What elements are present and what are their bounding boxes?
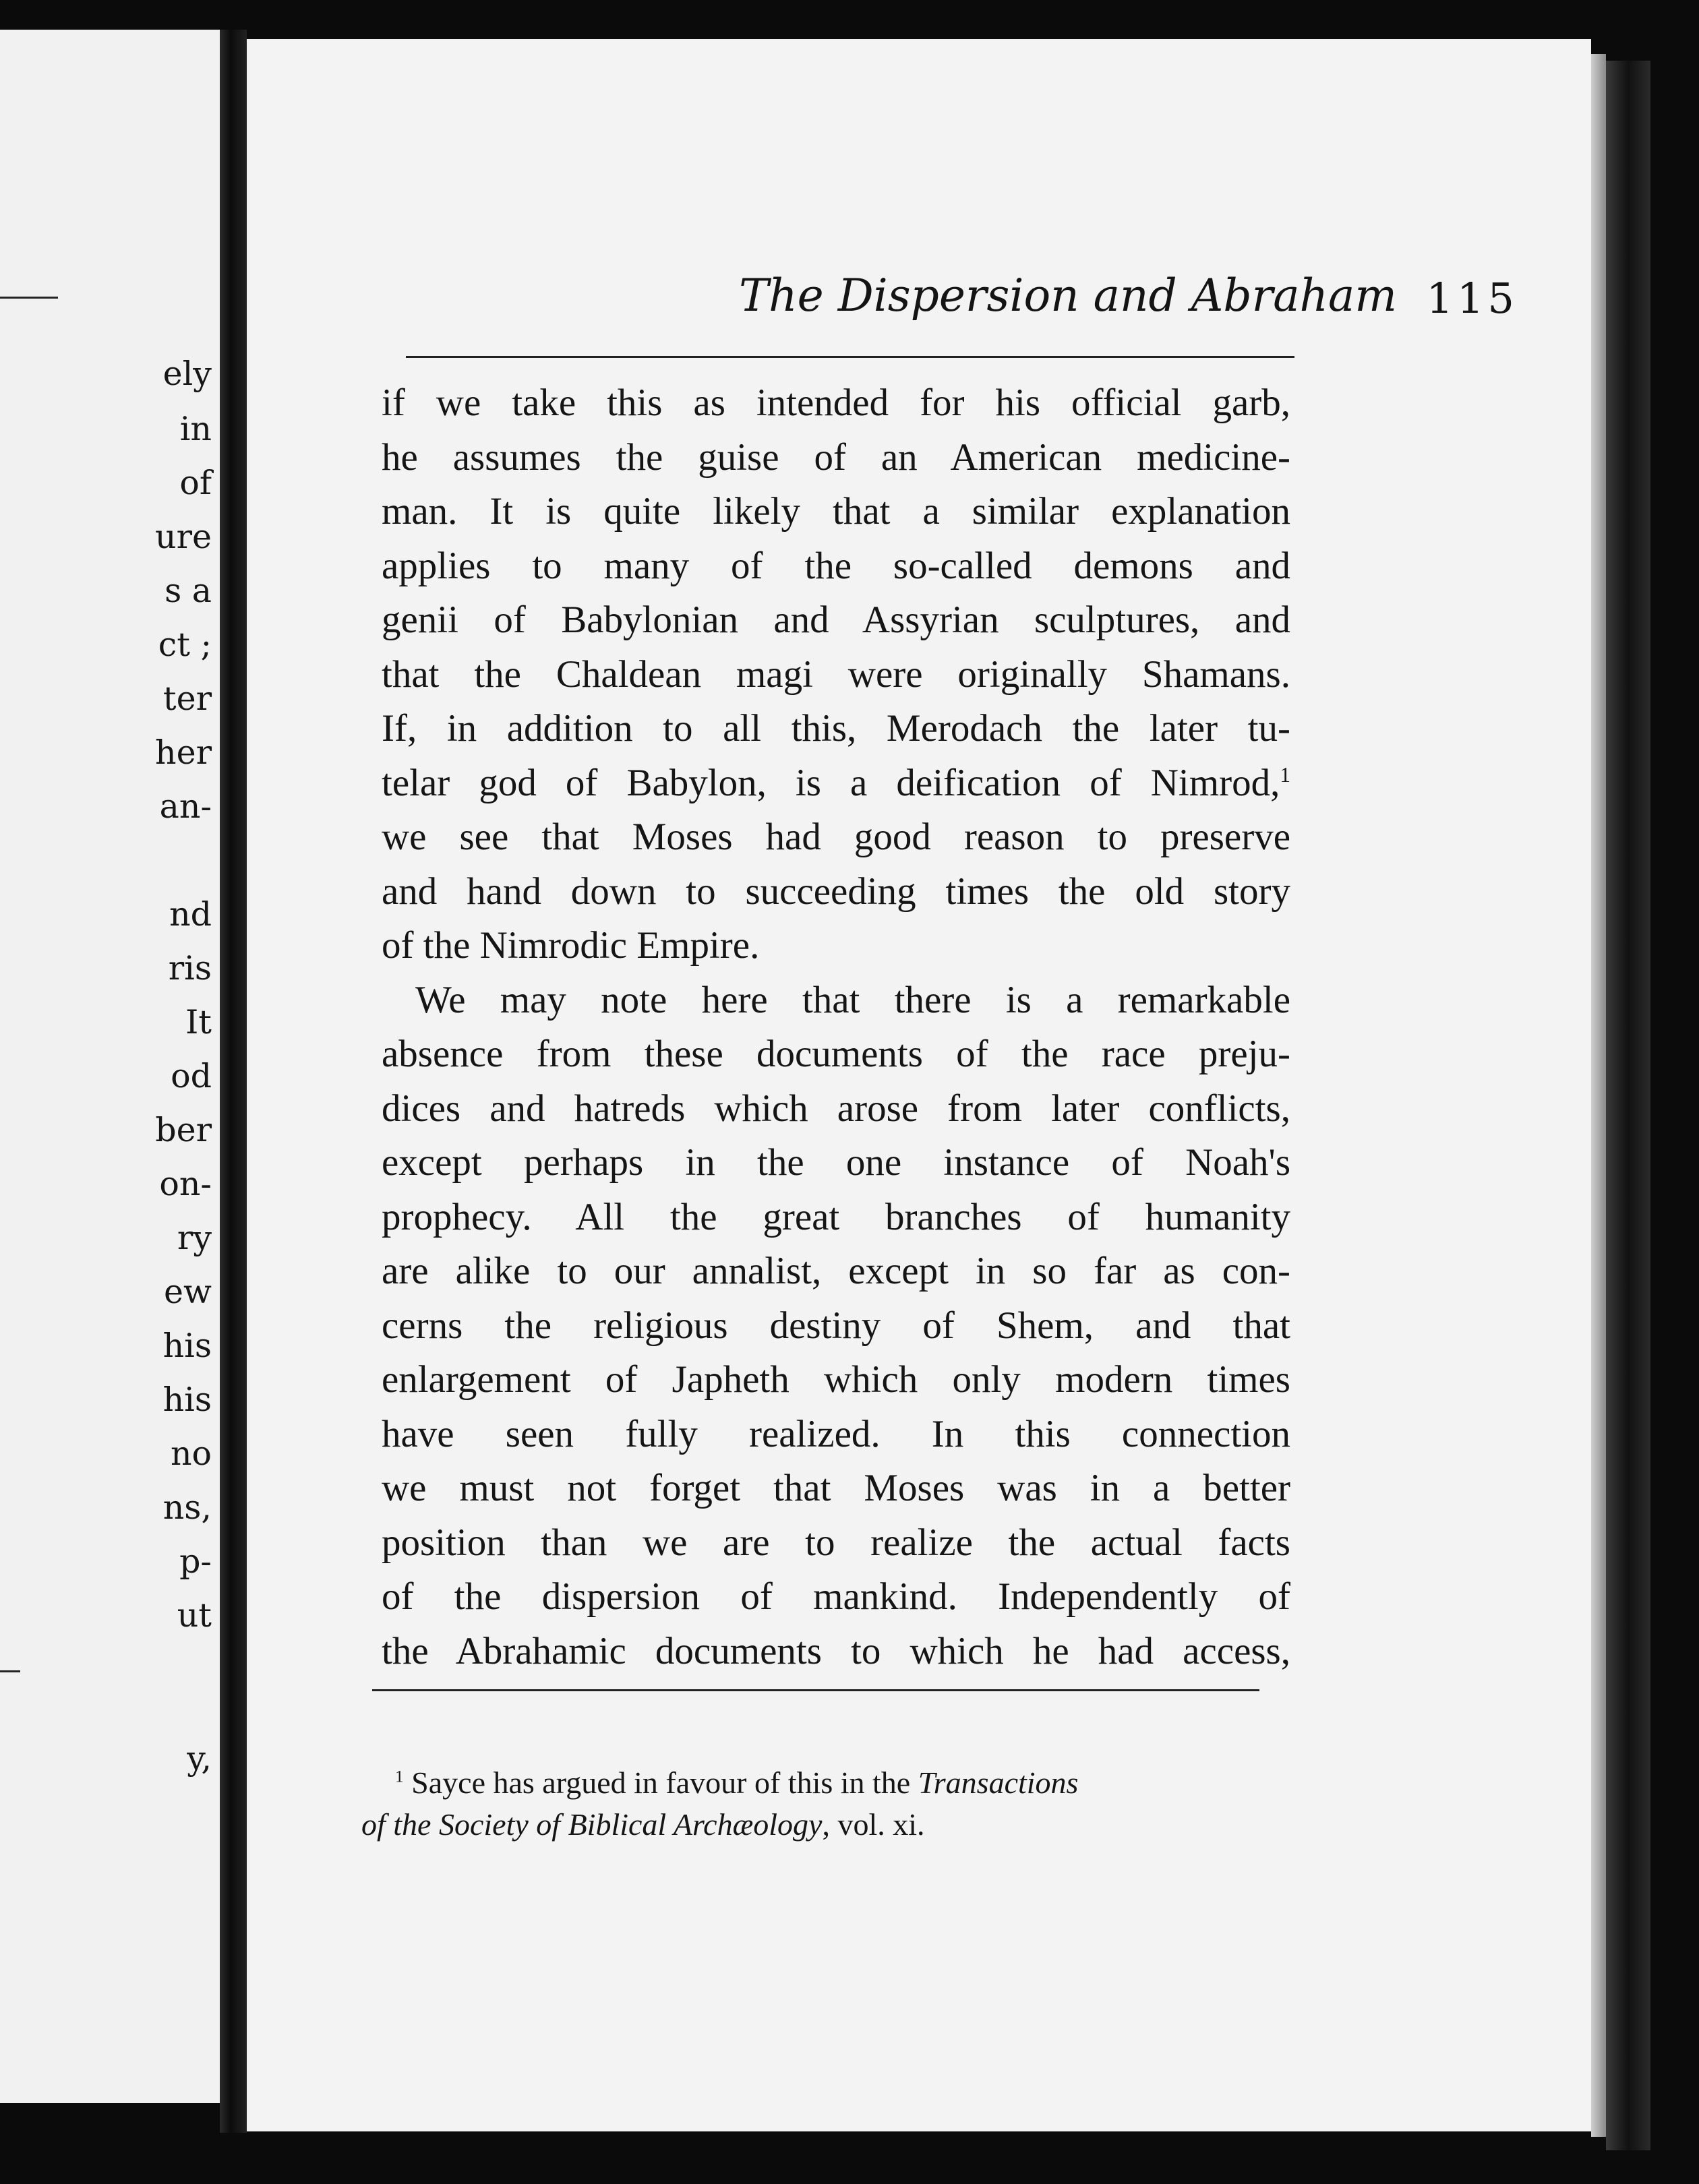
left-page-fragment: ely [162,355,212,393]
left-page-fragment: p- [179,1542,212,1581]
text-line: We may note here that there is a remarkable [415,978,1290,1021]
text-line: applies to many of the so-called demons and [382,544,1290,587]
footnote-marker: 1 [395,1767,404,1786]
footnote-rule [372,1689,1259,1691]
left-page-fragment: ter [162,679,212,718]
footnote [361,1762,1258,1846]
text-line: enlargement of Japheth which only modern times [382,1358,1290,1401]
page-number: 115 [1426,274,1518,323]
left-page-fragment: ut [177,1596,212,1635]
text-line: prophecy. All the great branches of humanity [382,1195,1290,1238]
paragraph-2 [382,973,1290,1679]
text-line: position than we are to realize the actual facts [382,1521,1290,1564]
left-page-fragment: in [179,410,212,448]
running-title: The Dispersion and Abraham [739,270,1397,322]
left-page-fragment: on- [159,1165,212,1203]
text-line: of the Nimrodic Empire. [382,924,760,967]
left-page-fragment: ns, [162,1488,212,1527]
footnote-reference: 1 [1280,762,1290,787]
left-page-fragment: ry [177,1219,212,1257]
left-page-fragment: y, [187,1739,212,1778]
text-line: absence from these documents of the race preju- [382,1033,1290,1075]
left-page-fragment: his [162,1327,212,1365]
text-line-with-footnote-ref [382,756,1290,811]
left-page-footnote-rule [0,1670,20,1672]
left-page-header-rule [0,297,58,299]
text-line: and hand down to succeeding times the old story [382,870,1290,913]
page-edge [1591,54,1606,2137]
footnote-line-2 [361,1804,1258,1846]
text-line: dices and hatreds which arose from later conflicts, [382,1087,1290,1130]
text-line: he assumes the guise of an American medicine- [382,435,1290,479]
left-page-fragment: of [179,464,212,502]
left-page-fragment: ris [168,949,212,988]
left-page-fragment: ct ; [158,626,212,664]
text-line: we see that Moses had good reason to preserve [382,816,1290,858]
body-text [382,376,1290,1678]
left-facing-page [0,30,220,2103]
text-line: we must not forget that Moses was in a better [382,1467,1290,1509]
text-line: genii of Babylonian and Assyrian sculptures, and [382,599,1290,641]
left-page-fragment: his [162,1381,212,1419]
left-page-fragment: no [170,1434,212,1473]
left-page-fragment: ber [155,1111,212,1149]
book-gutter [220,30,247,2133]
text-line: of the dispersion of mankind. Independently of [382,1575,1290,1618]
footnote-text: Sayce has argued in favour of this in the [411,1765,911,1800]
left-page-fragment: ew [164,1273,212,1311]
left-page-fragment: It [185,1003,212,1041]
text-line: cerns the religious destiny of Shem, and that [382,1304,1290,1347]
text-line: have seen fully realized. In this connection [382,1412,1290,1455]
header-rule [406,356,1294,358]
footnote-text: , vol. xi. [822,1807,925,1842]
book-page [247,39,1591,2131]
text-line: If, in addition to all this, Merodach the later tu- [382,707,1290,750]
left-page-fragment: her [155,733,212,772]
footnote-italic-title: Transactions [918,1765,1079,1800]
left-page-fragment: ure [155,518,212,556]
footnote-italic-title: of the Society of Biblical Archæology [361,1807,823,1842]
text-line: telar god of Babylon, is a deification of Nimrod, [382,761,1280,804]
left-page-fragment: an- [159,787,212,826]
left-page-fragment: nd [169,895,212,934]
book-cover-edge [1606,61,1650,2150]
left-page-fragment: od [171,1057,212,1095]
text-line: man. It is quite likely that a similar explanation [382,490,1290,533]
text-line: if we take this as intended for his official garb, [382,382,1290,424]
text-line: except perhaps in the one instance of Noah's [382,1141,1290,1184]
text-line: the Abrahamic documents to which he had access, [382,1629,1290,1672]
text-line: that the Chaldean magi were originally Shamans. [382,653,1290,696]
paragraph-1 [382,376,1290,973]
footnote-line-1 [361,1762,1258,1804]
text-line: are alike to our annalist, except in so far as con- [382,1250,1290,1292]
left-page-fragment: s a [165,572,212,610]
page-header [399,232,1539,323]
